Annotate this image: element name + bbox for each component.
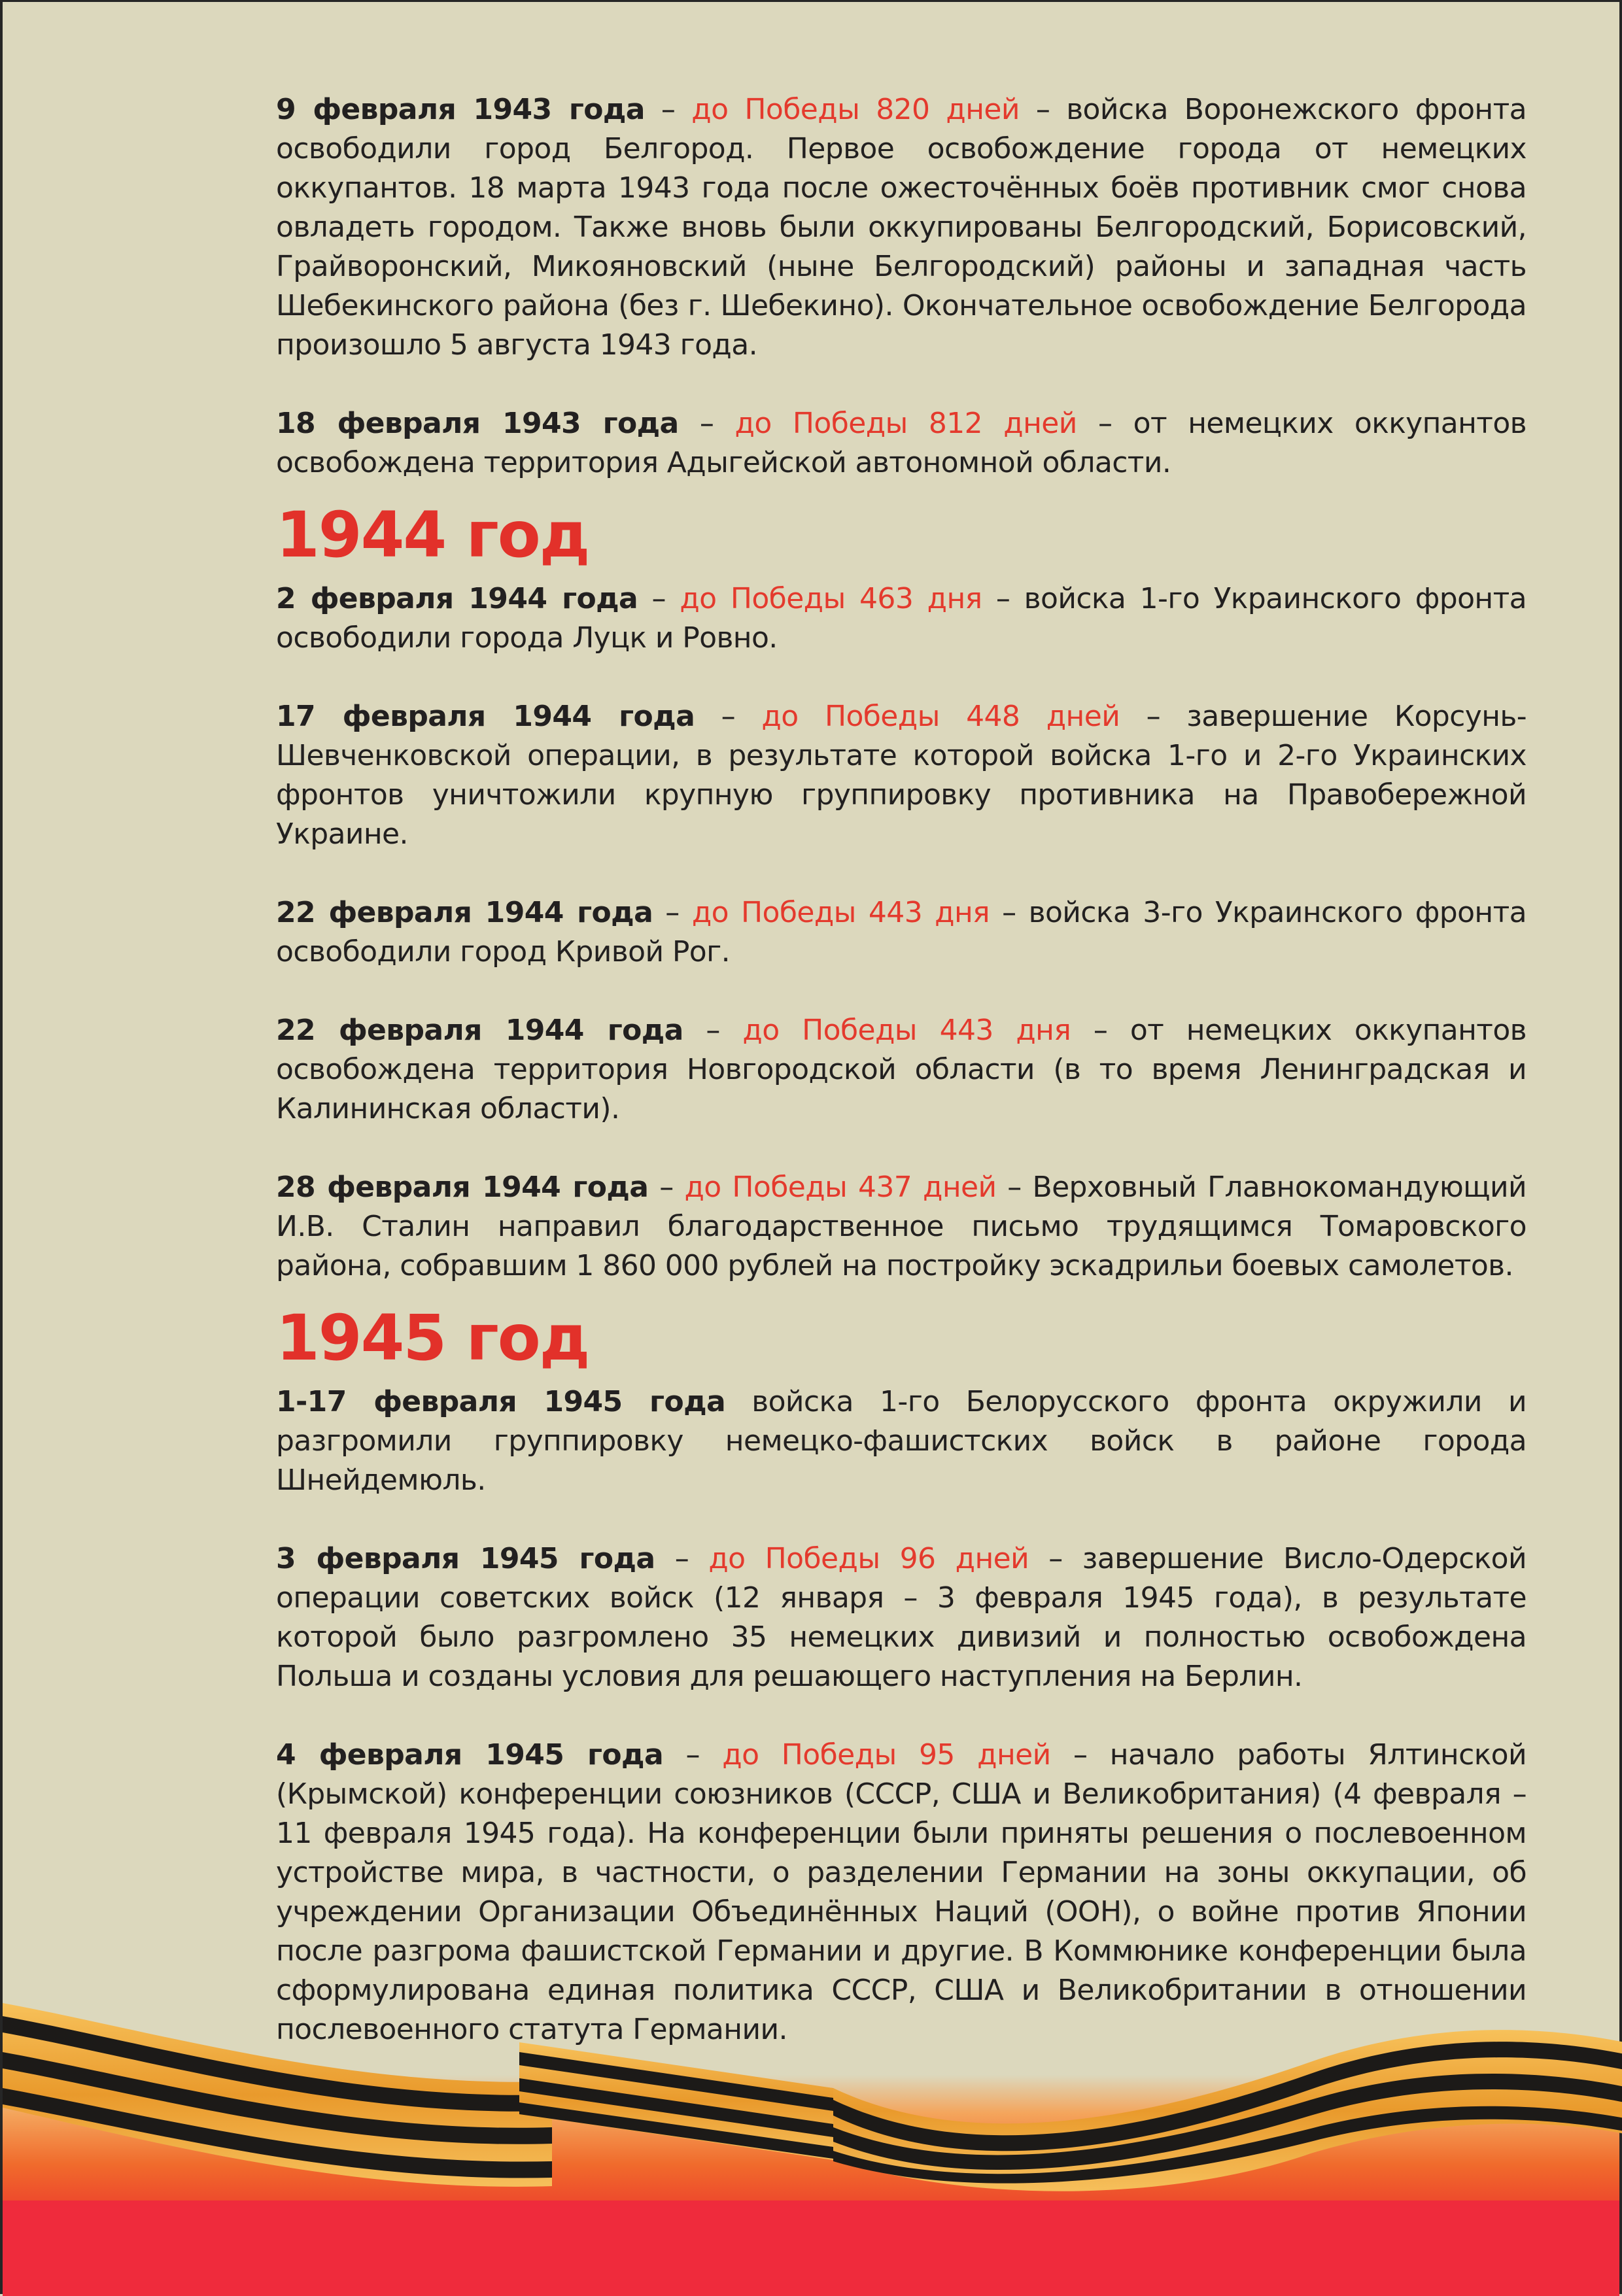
entry-dash: – — [638, 582, 680, 615]
entry-1944-feb-17 — [276, 697, 1527, 854]
entry-days-to-victory: до Победы 443 дня — [742, 1014, 1071, 1047]
entry-days-to-victory: до Победы 463 дня — [680, 582, 982, 615]
entry-1944-feb-22-a — [276, 893, 1527, 972]
entry-dash: – — [683, 1014, 743, 1047]
entry-text: – завершение Висло-Одерской операции советских войск (12 января – 3 февраля 1945 года), в результате которой было разгромлено 35 немецких дивизий и полностью освобождена Польша и созданы условия для решающего наступления на Берлин. — [276, 1542, 1527, 1693]
entry-text: – от немецких оккупантов освобождена территория Новгородской области (в то время Ленинградская и Калининская области). — [276, 1014, 1527, 1125]
entry-dash: – — [663, 1738, 723, 1772]
entry-text: – Верховный Главнокомандующий И.В. Сталин направил благодарственное письмо трудящимся Томаровского района, собравшим 1 860 000 рублей на постройку эскадрильи боевых самолетов. — [276, 1171, 1527, 1282]
entry-dash: – — [644, 93, 692, 126]
year-heading-1944: 1944 год — [276, 498, 589, 572]
entry-days-to-victory: до Победы 95 дней — [722, 1738, 1051, 1772]
entry-days-to-victory: до Победы 820 дней — [691, 93, 1020, 126]
entry-date: 3 февраля 1945 года — [276, 1542, 655, 1575]
year-heading-1945: 1945 год — [276, 1301, 589, 1375]
entry-1944-feb-28 — [276, 1168, 1527, 1286]
entry-days-to-victory: до Победы 96 дней — [708, 1542, 1029, 1575]
entry-dash: – — [653, 896, 692, 929]
entry-text: войска 1-го Белорусского фронта окружили и разгромили группировку немецко-фашистских войск в районе города Шнейдемюль. — [276, 1385, 1527, 1497]
entry-1945-feb-3 — [276, 1539, 1527, 1696]
entry-date: 17 февраля 1944 года — [276, 700, 695, 733]
entry-text: – войска 1-го Украинского фронта освободили города Луцк и Ровно. — [276, 582, 1527, 655]
entry-dash — [725, 1385, 751, 1418]
entry-days-to-victory: до Победы 812 дней — [734, 407, 1077, 440]
entry-date: 22 февраля 1944 года — [276, 896, 653, 929]
entry-date: 22 февраля 1944 года — [276, 1014, 683, 1047]
entry-1943-feb-9 — [276, 90, 1527, 365]
entry-1945-feb-1-17 — [276, 1382, 1527, 1500]
entry-date: 9 февраля 1943 года — [276, 93, 645, 126]
footer-red-band — [3, 2201, 1619, 2296]
entry-days-to-victory: до Победы 448 дней — [761, 700, 1120, 733]
entry-1944-feb-22-b — [276, 1011, 1527, 1129]
entry-text: – от немецких оккупантов освобождена территория Адыгейской автономной области. — [276, 407, 1527, 479]
ribbon-right-segment — [833, 2030, 1622, 2191]
entry-dash: – — [678, 407, 735, 440]
st-george-ribbon-icon — [3, 1990, 1622, 2206]
entry-date: 2 февраля 1944 года — [276, 582, 638, 615]
entry-dash: – — [695, 700, 762, 733]
entry-1943-feb-18 — [276, 404, 1527, 483]
entry-text: – завершение Корсунь-Шевченковской операции, в результате которой войска 1-го и 2-го Украинских фронтов уничтожили крупную группировку противника на Правобережной Украине. — [276, 700, 1527, 851]
entry-text: – начало работы Ялтинской (Крымской) конференции союзников (СССР, США и Великобритания) (4 февраля – 11 февраля 1945 года). На конференции были приняты решения о послевоенном устройстве мира, в частности, о разделении Германии на зоны оккупации, об учреждении Организации Объединённых Наций (ООН), о войне против Японии после разгрома фашистской Германии и другие. В Коммюнике конференции была сформулирована единая политика СССР, США и Великобритании в отношении послевоенного статута Германии. — [276, 1738, 1527, 2046]
entry-1944-feb-2 — [276, 579, 1527, 658]
entry-dash: – — [655, 1542, 709, 1575]
entry-days-to-victory: до Победы 443 дня — [691, 896, 990, 929]
ribbon-middle-segment — [519, 2042, 833, 2160]
entry-date: 18 февраля 1943 года — [276, 407, 679, 440]
entry-days-to-victory: до Победы 437 дней — [684, 1171, 997, 1204]
ribbon-left-segment — [3, 2003, 552, 2187]
content-column — [276, 90, 1527, 2089]
entry-date: 1-17 февраля 1945 года — [276, 1385, 726, 1418]
entry-text: – войска Воронежского фронта освободили город Белгород. Первое освобождение города от немецких оккупантов. 18 марта 1943 года после ожесточённых боёв противник смог снова овладеть городом. Также вновь были оккупированы Белгородский, Борисовский, Грайворонский, Микояновский (ныне Белгородский) районы и западная часть Шебекинского района (без г. Шебекино). Окончательное освобождение Белгорода произошло 5 августа 1943 года. — [276, 93, 1527, 362]
entry-date: 28 февраля 1944 года — [276, 1171, 649, 1204]
entry-dash: – — [648, 1171, 685, 1204]
entry-date: 4 февраля 1945 года — [276, 1738, 664, 1772]
entry-text: – войска 3-го Украинского фронта освободили город Кривой Рог. — [276, 896, 1527, 968]
